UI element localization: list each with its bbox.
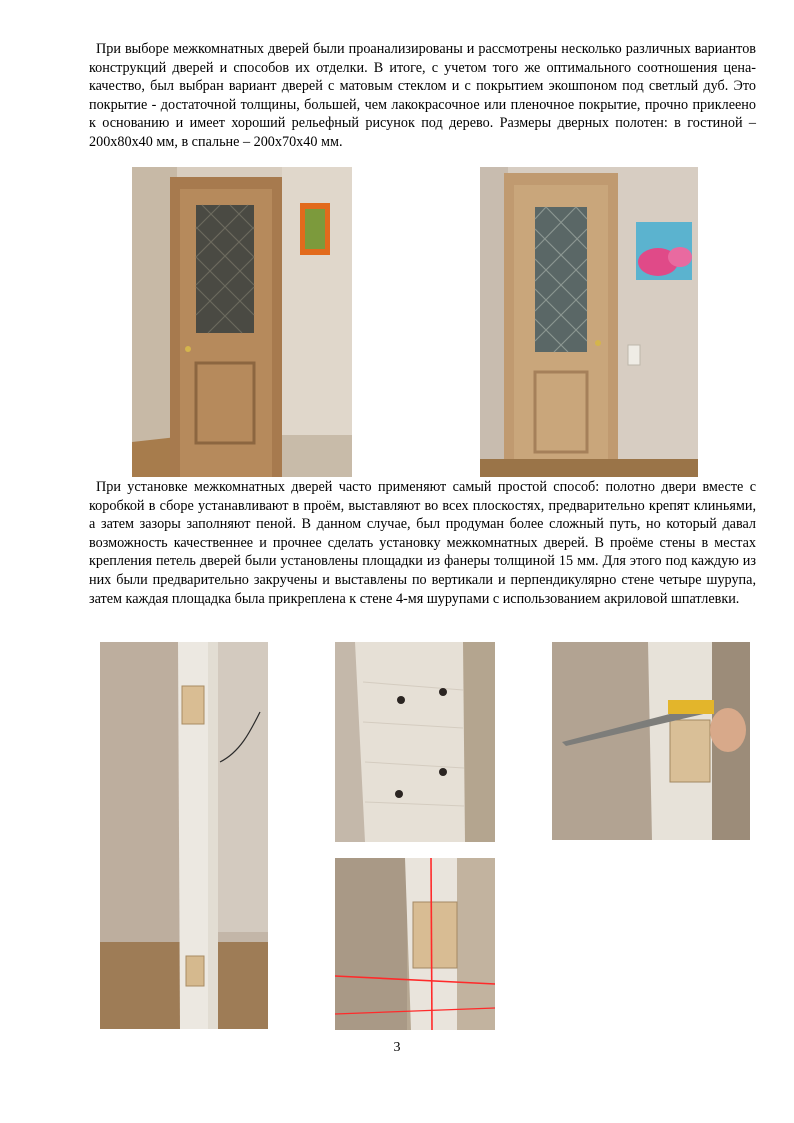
paragraph-door-selection: При выборе межкомнатных дверей были проанализированы и рассмотрены несколько различных вариантов конструкций дверей и способов их отделки. В итоге, с учетом того же оптимального соотношения цена-качество, был выбран вариант дверей с матовым стеклом и с покрытием экошпоном под светлый дуб. Это покрытие - достаточной толщины, большей, чем лакокрасочное или пленочное покрытие, прочно приклеено к основанию и имеет хороший рельефный рисунок под дерево. Размеры дверных полотен: в гостиной – 200х80х40 мм, в спальне – 200х70х40 мм. — [89, 41, 756, 150]
page-number: 3 — [393, 1040, 401, 1055]
photo-door-bedroom — [480, 167, 698, 477]
photo-screws-in-block — [335, 642, 495, 842]
photo-door-living-room — [132, 167, 352, 477]
paragraph-door-installation: При установке межкомнатных дверей часто применяют самый простой способ: полотно двери вместе с коробкой в сборе устанавливают в проём, выставляют во всех плоскостях, предварительно крепят клиньями, а затем зазоры заполняют пеной. В данном случае, был продуман более сложный путь, но который давал возможность качественнее и прочнее сделать установку межкомнатных дверей. В проёме стены в местах крепления петель дверей были установлены площадки из фанеры толщиной 15 мм. Для этого под каждую из них были предварительно закручены и выставлены по вертикали и перпендикулярно стене четыре шурупа, затем каждая площадка была прикреплена к стене 4-мя шурупами с использованием акриловой шпатлевки. — [89, 479, 756, 607]
photo-laser-alignment — [335, 858, 495, 1030]
photo-leveling-plywood — [552, 642, 750, 840]
photo-wall-pillar-plywood — [100, 642, 268, 1029]
